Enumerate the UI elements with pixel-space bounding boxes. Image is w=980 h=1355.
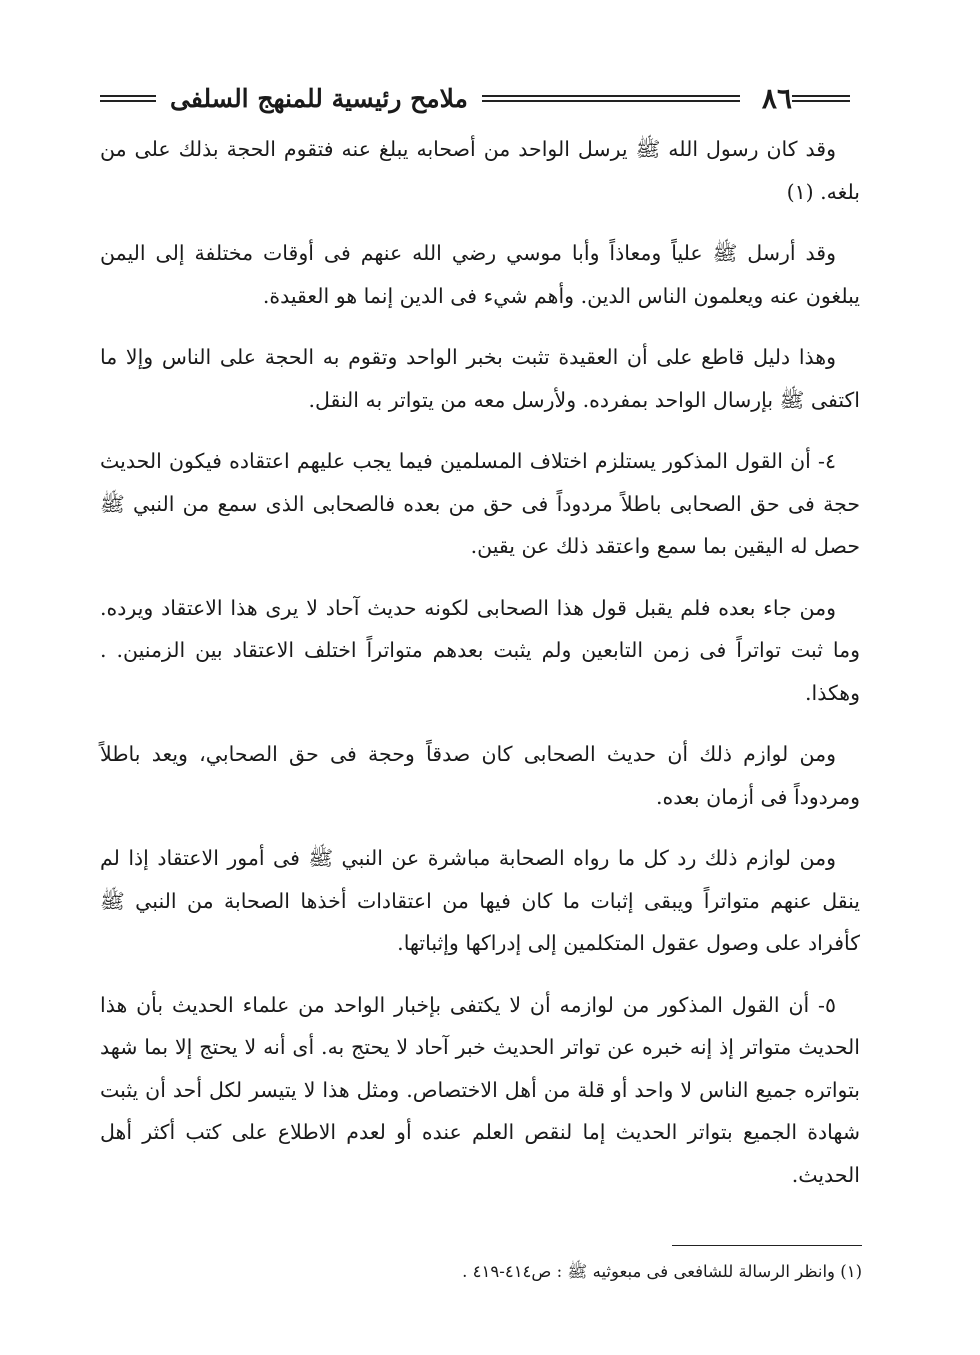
paragraph: ومن لوازم ذلك أن حديث الصحابى كان صدقاً وحجة فى حق الصحابي، ويعد باطلاً ومردوداً فى أزمان بعده. [100,742,860,809]
header-rule-middle [482,95,740,102]
paragraph: وقد أرسل ﷺ علياً ومعاذاً وأبا موسي رضي الله عنهم فى أوقات مختلفة إلى اليمن يبلغون عنه ويعلمون الناس الدين. وأهم شيء فى الدين إنما هو العقيدة. [100,241,860,308]
paragraph: وهذا دليل قاطع على أن العقيدة تثبت بخبر الواحد وتقوم به الحجة على الناس وإلا ما اكتفى ﷺ بإرسال الواحد بمفرده. ولأرسل معه من يتواتر به النقل. [100,345,860,412]
paragraph: ومن لوازم ذلك رد كل ما رواه الصحابة مباشرة عن النبي ﷺ فى أمور الاعتقاد إذا لم ينقل عنهم متواتراً ويبقى إثبات ما كان فيها من اعتقادات أخذها الصحابة من النبي ﷺ كأفراد على وصول عقول المتكلمين إلى إدراكها وإثباتها. [100,846,860,955]
footnote: (١) وانظر الرسالة للشافعى فى مبعوثيه ﷺ : ص٤١٤-٤١٩ . [462,1262,862,1281]
page-number: ٨٦ [761,81,792,115]
header-rule-left [100,95,156,102]
header-rule-right [792,95,850,102]
paragraph: وقد كان رسول الله ﷺ يرسل الواحد من أصحابه يبلغ عنه فتقوم الحجة بذلك على من بلغه. (١) [100,137,860,204]
footnote-separator [672,1245,862,1246]
running-title: ملامح رئيسية للمنهج السلفى [170,83,468,113]
paragraph: ومن جاء بعده فلم يقبل قول هذا الصحابى لكونه حديث آحاد لا يرى هذا الاعتقاد ويرده. وما ثبت تواتراً فى زمن التابعين ولم يثبت بعدهم متواتراً اختلف الاعتقاد بين الزمنين. . وهكذا. [100,595,860,705]
page-header [100,78,850,118]
body-text [100,128,860,1215]
paragraph: ٤- أن القول المذكور يستلزم اختلاف المسلمين فيما يجب عليهم اعتقاده فيكون الحديث حجة فى حق الصحابى باطلاً مردوداً فى حق من بعده فالصحابى الذى سمع من النبي ﷺ حصل له اليقين بما سمع واعتقد ذلك عن يقين. [100,449,860,558]
paragraph: ٥- أن القول المذكور من لوازمه أن لا يكتفى بإخبار الواحد من علماء الحديث بأن هذا الحديث متواتر إذ إنه خبره عن تواتر الحديث خبر آحاد لا يحتج به. أى أنه لا يحتج إلا بما شهد بتواتره جميع الناس لا واحد أو قلة من أهل الاختصاص. ومثل هذا لا يتيسر لكل أحد أن يثبت شهادة الجميع بتواتر الحديث إما لنقص العلم عنده أو لعدم الاطلاع على كتب أكثر أهل الحديث. [100,992,860,1187]
